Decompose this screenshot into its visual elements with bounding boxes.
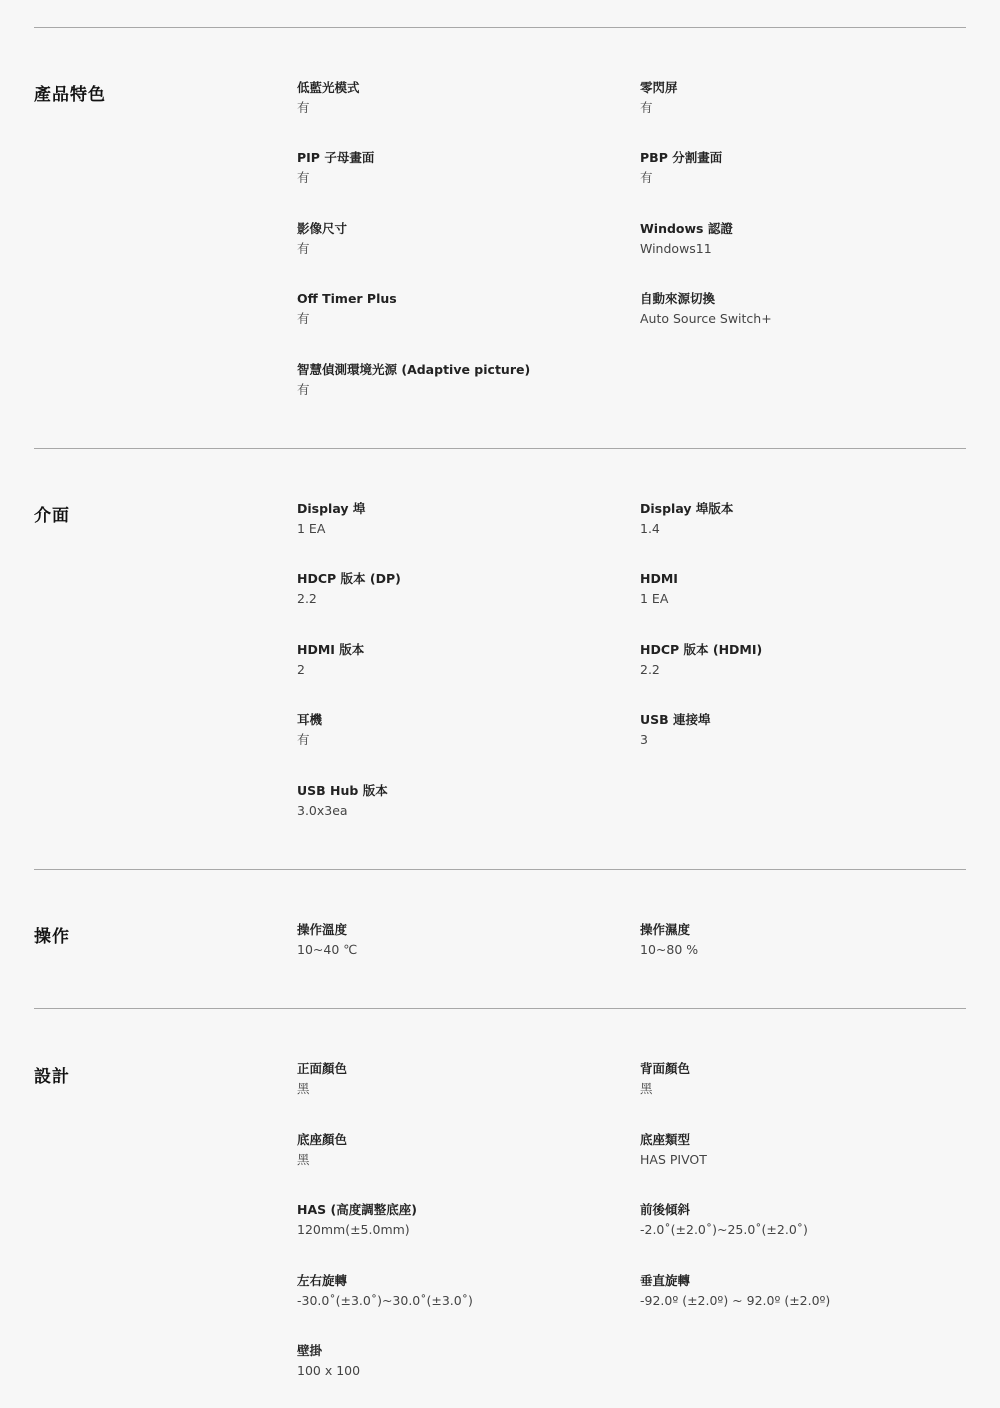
spec-value: 100 x 100 [297,1363,361,1378]
spec-value: 有 [297,382,310,397]
spec-label: 低藍光模式 [297,80,360,95]
spec-hdmi [640,571,940,607]
spec-rear-color [640,1061,940,1097]
spec-usb-ports [640,712,940,748]
spec-value: 2.2 [640,662,660,677]
spec-value: 120mm(±5.0mm) [297,1222,410,1237]
section-title-interface: 介面 [34,506,70,526]
spec-value: Windows11 [640,241,712,256]
spec-hdcp-hdmi [640,642,940,678]
spec-label: 零閃屏 [640,80,678,95]
spec-wall-mount [297,1343,597,1379]
spec-label: USB Hub 版本 [297,783,388,798]
spec-value: 黑 [297,1081,310,1096]
spec-value: Auto Source Switch+ [640,311,772,326]
spec-label: HDMI 版本 [297,642,365,657]
spec-value: 有 [297,311,310,326]
spec-value: 3 [640,732,648,747]
spec-operating-humidity [640,922,940,958]
section-title-operation: 操作 [34,927,70,947]
spec-value: -2.0˚(±2.0˚)~25.0˚(±2.0˚) [640,1222,808,1237]
spec-label: HAS (高度調整底座) [297,1202,417,1217]
spec-tilt [640,1202,940,1238]
spec-adaptive-picture [297,362,597,398]
spec-value: 10~40 ℃ [297,942,358,957]
spec-label: 影像尺寸 [297,221,348,236]
spec-value: -92.0º (±2.0º) ~ 92.0º (±2.0º) [640,1293,831,1308]
spec-label: 自動來源切換 [640,291,716,306]
spec-label: 操作溫度 [297,922,348,937]
spec-label: 耳機 [297,712,323,727]
spec-value: 有 [297,100,310,115]
section-divider [34,448,966,449]
spec-value: 2 [297,662,305,677]
spec-label: 智慧偵測環境光源 (Adaptive picture) [297,362,531,377]
spec-stand-type [640,1132,940,1168]
spec-front-color [297,1061,597,1097]
spec-value: 10~80 % [640,942,699,957]
spec-displayport [297,501,597,537]
spec-label: 底座顏色 [297,1132,348,1147]
spec-label: 背面顏色 [640,1061,691,1076]
section-divider [34,27,966,28]
spec-flicker-free [640,80,940,116]
spec-label: 前後傾斜 [640,1202,691,1217]
section-title-design: 設計 [34,1067,70,1087]
spec-windows-cert [640,221,940,257]
spec-label: 底座類型 [640,1132,691,1147]
spec-value: 有 [297,170,310,185]
spec-label: 左右旋轉 [297,1273,348,1288]
section-divider [34,1008,966,1009]
spec-usb-hub-version [297,783,597,819]
spec-value: 有 [297,732,310,747]
spec-hdcp-dp [297,571,597,607]
spec-height-adjust [297,1202,597,1238]
spec-stand-color [297,1132,597,1168]
spec-value: 1 EA [297,521,326,536]
spec-pivot [640,1273,940,1309]
spec-label: Windows 認證 [640,221,733,236]
section-divider [34,869,966,870]
spec-value: 1 EA [640,591,669,606]
section-title-features: 產品特色 [34,85,106,105]
spec-label: 正面顏色 [297,1061,348,1076]
spec-displayport-version [640,501,940,537]
spec-label: 壁掛 [297,1343,323,1358]
spec-label: Off Timer Plus [297,291,397,306]
spec-label: 操作濕度 [640,922,691,937]
spec-value: 黑 [297,1152,310,1167]
spec-value: HAS PIVOT [640,1152,707,1167]
spec-pip [297,150,597,186]
spec-value: 1.4 [640,521,660,536]
spec-label: PIP 子母畫面 [297,150,375,165]
spec-value: 有 [297,241,310,256]
spec-label: HDCP 版本 (HDMI) [640,642,763,657]
spec-label: USB 連接埠 [640,712,711,727]
spec-auto-source [640,291,940,327]
spec-value: 有 [640,100,653,115]
spec-value: 3.0x3ea [297,803,348,818]
spec-label: Display 埠版本 [640,501,734,516]
spec-label: HDMI [640,571,678,586]
spec-value: 有 [640,170,653,185]
spec-label: HDCP 版本 (DP) [297,571,401,586]
spec-label: 垂直旋轉 [640,1273,691,1288]
spec-headphone [297,712,597,748]
spec-operating-temperature [297,922,597,958]
spec-value: -30.0˚(±3.0˚)~30.0˚(±3.0˚) [297,1293,473,1308]
spec-off-timer [297,291,597,327]
spec-value: 2.2 [297,591,317,606]
spec-value: 黑 [640,1081,653,1096]
spec-pbp [640,150,940,186]
spec-hdmi-version [297,642,597,678]
spec-image-size [297,221,597,257]
spec-label: Display 埠 [297,501,366,516]
spec-label: PBP 分割畫面 [640,150,723,165]
spec-low-blue-light [297,80,597,116]
spec-swivel [297,1273,597,1309]
